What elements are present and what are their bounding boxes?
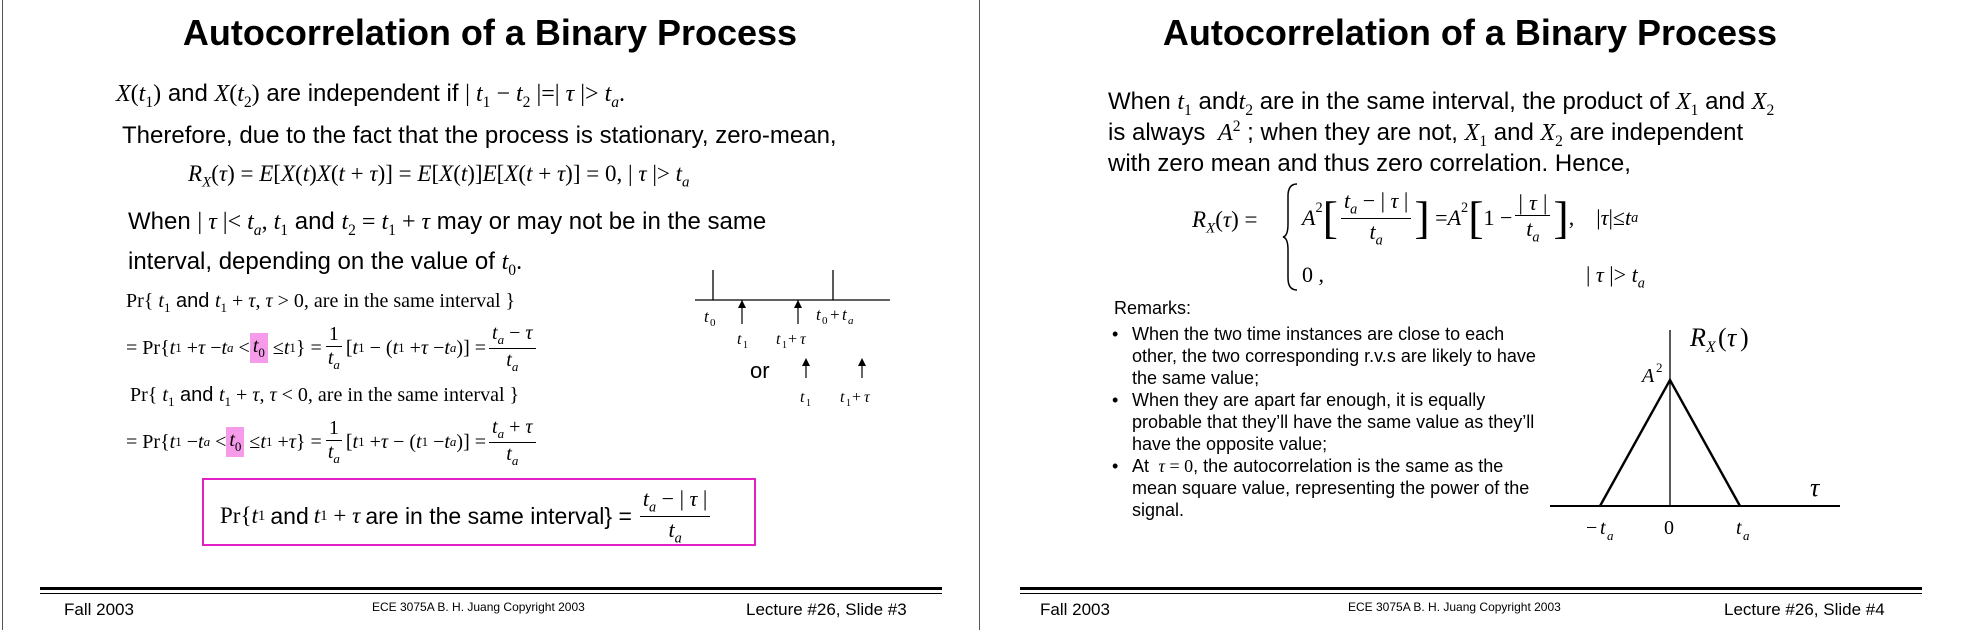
svg-text:t: t: [776, 331, 781, 348]
svg-text:): ): [1740, 323, 1749, 352]
text-independent: are independent: [1569, 119, 1744, 146]
svg-text:1: 1: [846, 398, 851, 409]
remarks-list: [1110, 323, 1540, 521]
svg-text:a: a: [1743, 528, 1750, 543]
triangle-autocorrelation-graph: [1550, 320, 1850, 550]
svg-text:+: +: [852, 389, 862, 406]
text-independent-if: are independent if: [266, 80, 459, 107]
autocorrelation-equation: $R_X(\tau) = E[X(t)X(t + \tau)] = E[X(t)]E[X(t + \tau)] = 0$, | τ |> $t_a$: [188, 161, 690, 191]
independence-statement: $X(t_1)$ and $X(t_2)$ are independent if | $t_1 - t_2$ |=| τ |> $t_a$.: [116, 80, 626, 111]
text-when: When: [128, 208, 191, 235]
svg-text:a: a: [848, 315, 854, 327]
svg-text:t: t: [816, 305, 821, 324]
svg-text:1: 1: [743, 340, 748, 351]
text-same-interval: are in the same interval }: [317, 384, 520, 406]
paragraph-line-2: is always $A^2$ ; when they are not, $X_1$ and $X_2$ are independent: [1108, 118, 1744, 150]
svg-text:+: +: [830, 305, 840, 324]
svg-text:+: +: [788, 331, 798, 348]
text-is-always: is always: [1108, 119, 1206, 146]
text-and: and: [270, 502, 309, 529]
footer-rule: [1020, 587, 1922, 590]
footer-date: Fall 2003: [1040, 600, 1110, 619]
piecewise-case-1: A $^2$ [ $\frac{t_a - | \tau |}{t_a}$ ] = A $^2$ [ 1 − $\frac{| \tau |}{t_a}$ ] , | τ |≤ t a: [1302, 187, 1639, 248]
text-may-or-may-not: may or may not be in the same: [436, 208, 767, 235]
svg-text:t: t: [737, 331, 742, 348]
text-same-interval: are in the same interval, the product of: [1259, 88, 1670, 115]
t0-highlight: $t_0$: [226, 427, 244, 457]
paragraph-line-1: When $t_1$ andt$_2$ are in the same interval, the product of $X_1$ and $X_2$: [1108, 88, 1775, 119]
svg-text:1: 1: [782, 340, 787, 351]
svg-text:t: t: [1600, 517, 1606, 539]
text-and: and: [167, 80, 208, 107]
slide-border: [2, 0, 3, 630]
paragraph-line-3: with zero mean and thus zero correlation. Hence,: [1108, 150, 1631, 177]
text-at: At: [1132, 456, 1150, 476]
footer-rule: [40, 587, 942, 590]
svg-text:t: t: [704, 307, 709, 326]
timing-diagram: [690, 262, 900, 412]
when-statement: When | τ |< $t_a$, $t_1$ and $t_2 = t_1 + \tau$ may or may not be in the same: [128, 208, 767, 239]
svg-text:t: t: [1736, 517, 1742, 539]
left-brace: [1282, 182, 1300, 292]
list-item: • At τ = 0, the autocorrelation is the same as the mean square value, representing the power of the signal.: [1110, 455, 1540, 521]
list-item: • When the two time instances are close to each other, the two corresponding r.v.s are likely to have the same value;: [1110, 323, 1540, 389]
slide-title: Autocorrelation of a Binary Process: [1162, 12, 1778, 53]
svg-text:t: t: [800, 389, 805, 406]
probability-case-positive: Pr{ $t_1$ and $t_1 + \tau$, τ > 0, are in the same interval }: [126, 290, 516, 315]
slide-3: [0, 0, 980, 630]
or-label: or: [750, 358, 770, 383]
footer-slide-number: Lecture #26, Slide #4: [1724, 600, 1885, 619]
text-when-not: ; when they are not,: [1247, 119, 1458, 146]
text-and: and: [294, 208, 335, 235]
footer-course: ECE 3075A B. H. Juang Copyright 2003: [372, 600, 585, 614]
svg-text:X: X: [1706, 339, 1716, 356]
piecewise-condition-2: | τ |> $t_a$: [1586, 262, 1645, 292]
svg-text:t: t: [840, 389, 845, 406]
piecewise-equation: $R_X(\tau)$ =: [1192, 207, 1258, 237]
remarks-label: Remarks:: [1114, 298, 1192, 318]
svg-text:τ: τ: [800, 331, 806, 348]
svg-text:1: 1: [806, 398, 811, 409]
svg-text:τ: τ: [864, 389, 870, 406]
list-item: • When they are apart far enough, it is equally probable that they’ll have the same value as they’ll have the opposite value;: [1110, 389, 1540, 455]
svg-text:0: 0: [822, 315, 828, 327]
svg-text:2: 2: [1656, 360, 1663, 375]
svg-text:−: −: [1586, 517, 1598, 539]
slide-title: Autocorrelation of a Binary Process: [182, 12, 798, 53]
svg-text:0: 0: [710, 317, 716, 329]
text-and: and: [176, 290, 210, 312]
text-and: and: [1705, 88, 1746, 115]
svg-text:τ: τ: [1727, 323, 1737, 352]
svg-text:(: (: [1718, 323, 1727, 352]
text-same-interval: are in the same interval }: [313, 290, 516, 312]
text-and: and: [1198, 88, 1239, 115]
footer-rule: [1020, 593, 1922, 594]
svg-text:a: a: [1607, 528, 1614, 543]
t0-highlight: $t_0$: [250, 333, 268, 363]
text-pr: Pr{: [220, 503, 252, 529]
graph-origin-label: 0: [1664, 517, 1674, 539]
text-and: and: [1493, 119, 1534, 146]
text-when: When: [1108, 88, 1171, 115]
svg-text:τ: τ: [1810, 473, 1820, 502]
footer-rule: [40, 593, 942, 594]
text-interval: interval, depending on the value of: [128, 248, 495, 275]
result-formula: Pr{ t 1 and t 1 + τ are in the same interval} = $\frac{t_a - | \tau |}{t_a}$: [220, 486, 713, 547]
footer-course: ECE 3075A B. H. Juang Copyright 2003: [1348, 600, 1561, 614]
probability-derivation-negative: = Pr{ t 1 − t a < $t_0$ ≤ t 1 + τ } = $\frac{1}{t_a}$ [ t 1 + τ − ( t 1 − t a )] = $\frac{t_a + \tau}{t_a}$: [126, 416, 539, 469]
svg-text:R: R: [1690, 323, 1706, 352]
stationary-statement: Therefore, due to the fact that the process is stationary, zero-mean,: [122, 122, 837, 149]
interval-statement: interval, depending on the value of $t_0$.: [128, 248, 523, 279]
footer-date: Fall 2003: [64, 600, 134, 619]
svg-text:t: t: [842, 305, 847, 324]
text-same-interval: are in the same interval} =: [365, 502, 632, 529]
svg-text:A: A: [1642, 365, 1655, 387]
text-and: and: [180, 384, 214, 406]
probability-case-negative: Pr{ $t_1$ and $t_1 + \tau$, τ < 0, are in the same interval }: [130, 384, 520, 409]
slide-4: [980, 0, 1960, 630]
footer-slide-number: Lecture #26, Slide #3: [746, 600, 907, 619]
piecewise-case-2: 0 ,: [1302, 262, 1324, 287]
bullet-3-text: , the autocorrelation is the same as the mean square value, representing the power of the signal.: [1132, 456, 1530, 520]
probability-derivation-positive: = Pr{ t 1 + τ − t a < $t_0$ ≤ t 1 } = $\frac{1}{t_a}$ [ t 1 − ( t 1 + τ − t a )] = $\frac{t_a - \tau}{t_a}$: [126, 322, 539, 375]
